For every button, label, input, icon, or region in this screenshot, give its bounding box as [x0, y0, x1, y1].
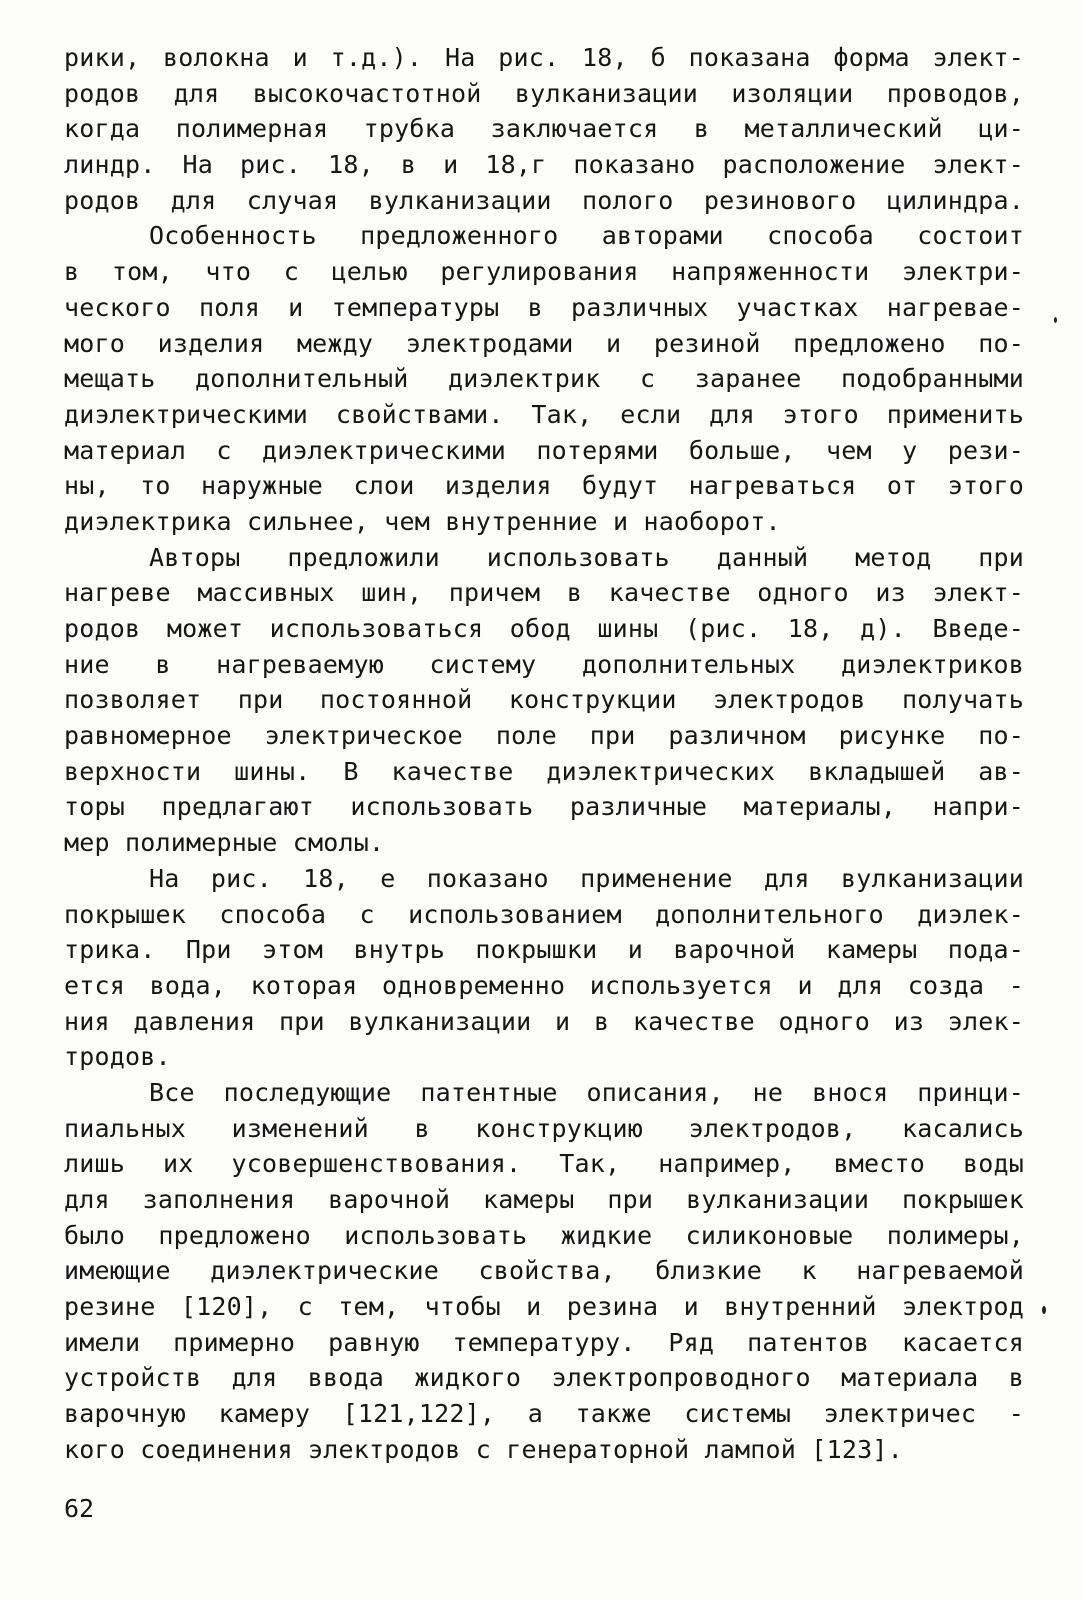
text-line: нагреве массивных шин, причем в качестве одного из элект- [64, 578, 1024, 608]
text-line: линдр. На рис. 18, в и 18,г показано расположение элект- [64, 150, 1024, 180]
body-text [64, 40, 1024, 1468]
text-line: ческого поля и температуры в различных участках нагревае- [64, 292, 1024, 322]
text-line: диэлектрическими свойствами. Так, если для этого применить [64, 399, 1024, 429]
text-line: когда полимерная трубка заключается в металлический ци- [64, 114, 1024, 144]
text-line: устройств для ввода жидкого электропроводного материала в [64, 1363, 1024, 1393]
text-line: мого изделия между электродами и резиной предложено по- [64, 328, 1024, 358]
text-line: диэлектрика сильнее, чем внутренние и наоборот. [64, 506, 781, 536]
scan-speck [1042, 1306, 1046, 1314]
text-line: родов может использоваться обод шины (рис. 18, д). Введе- [64, 614, 1024, 643]
paragraph-first-line: Все последующие патентные описания, не внося принци- [149, 1077, 1024, 1107]
text-line: покрышек способа с использованием дополнительного диэлек- [64, 899, 1024, 929]
text-line: в том, что с целью регулирования напряженности электри- [64, 257, 1024, 287]
text-line: кого соединения электродов с генераторной лампой [123]. [64, 1434, 903, 1464]
scan-speck [1054, 317, 1057, 323]
text-line: ны, то наружные слои изделия будут нагреваться от этого [64, 471, 1024, 501]
text-line: родов для случая вулканизации полого резинового цилиндра. [64, 185, 1024, 215]
text-line: равномерное электрическое поле при различном рисунке по- [64, 721, 1024, 751]
text-line: было предложено использовать жидкие силиконовые полимеры, [64, 1220, 1024, 1250]
text-line: имели примерно равную температуру. Ряд патентов касается [64, 1327, 1024, 1357]
page-number: 62 [64, 1494, 95, 1523]
paragraph-first-line: Авторы предложили использовать данный метод при [149, 542, 1024, 572]
text-line: материал с диэлектрическими потерями больше, чем у рези- [64, 435, 1024, 465]
text-line: позволяет при постоянной конструкции электродов получать [64, 685, 1024, 715]
text-line: тродов. [64, 1042, 171, 1072]
text-line: резине [120], с тем, чтобы и резина и внутренний электрод [64, 1292, 1024, 1322]
text-line: ния давления при вулканизации и в качестве одного из элек- [64, 1006, 1024, 1036]
text-line: верхности шины. В качестве диэлектрических вкладышей ав- [64, 756, 1024, 786]
text-line: ется вода, которая одновременно используется и для созда - [64, 970, 1024, 1000]
paragraph-first-line: На рис. 18, е показано применение для вулканизации [149, 863, 1024, 893]
text-line: имеющие диэлектрические свойства, близкие к нагреваемой [64, 1256, 1024, 1286]
text-line: пиальных изменений в конструкцию электродов, касались [64, 1113, 1024, 1143]
text-line: трика. При этом внутрь покрышки и варочной камеры пода- [64, 935, 1024, 965]
text-line: лишь их усовершенствования. Так, например, вместо воды [64, 1149, 1024, 1179]
text-line: рики, волокна и т.д.). На рис. 18, б показана форма элект- [64, 43, 1024, 72]
text-line: ние в нагреваемую систему дополнительных диэлектриков [64, 649, 1024, 679]
paragraph-first-line: Особенность предложенного авторами способа состоит [149, 221, 1024, 251]
text-line: торы предлагают использовать различные материалы, напри- [64, 792, 1024, 822]
text-line: мер полимерные смолы. [64, 828, 385, 858]
text-line: мещать дополнительный диэлектрик с заранее подобранными [64, 364, 1024, 394]
text-line: родов для высокочастотной вулканизации изоляции проводов, [64, 78, 1024, 108]
text-line: варочную камеру [121,122], а также системы электричес - [64, 1399, 1024, 1429]
text-line: для заполнения варочной камеры при вулканизации покрышек [64, 1185, 1024, 1214]
